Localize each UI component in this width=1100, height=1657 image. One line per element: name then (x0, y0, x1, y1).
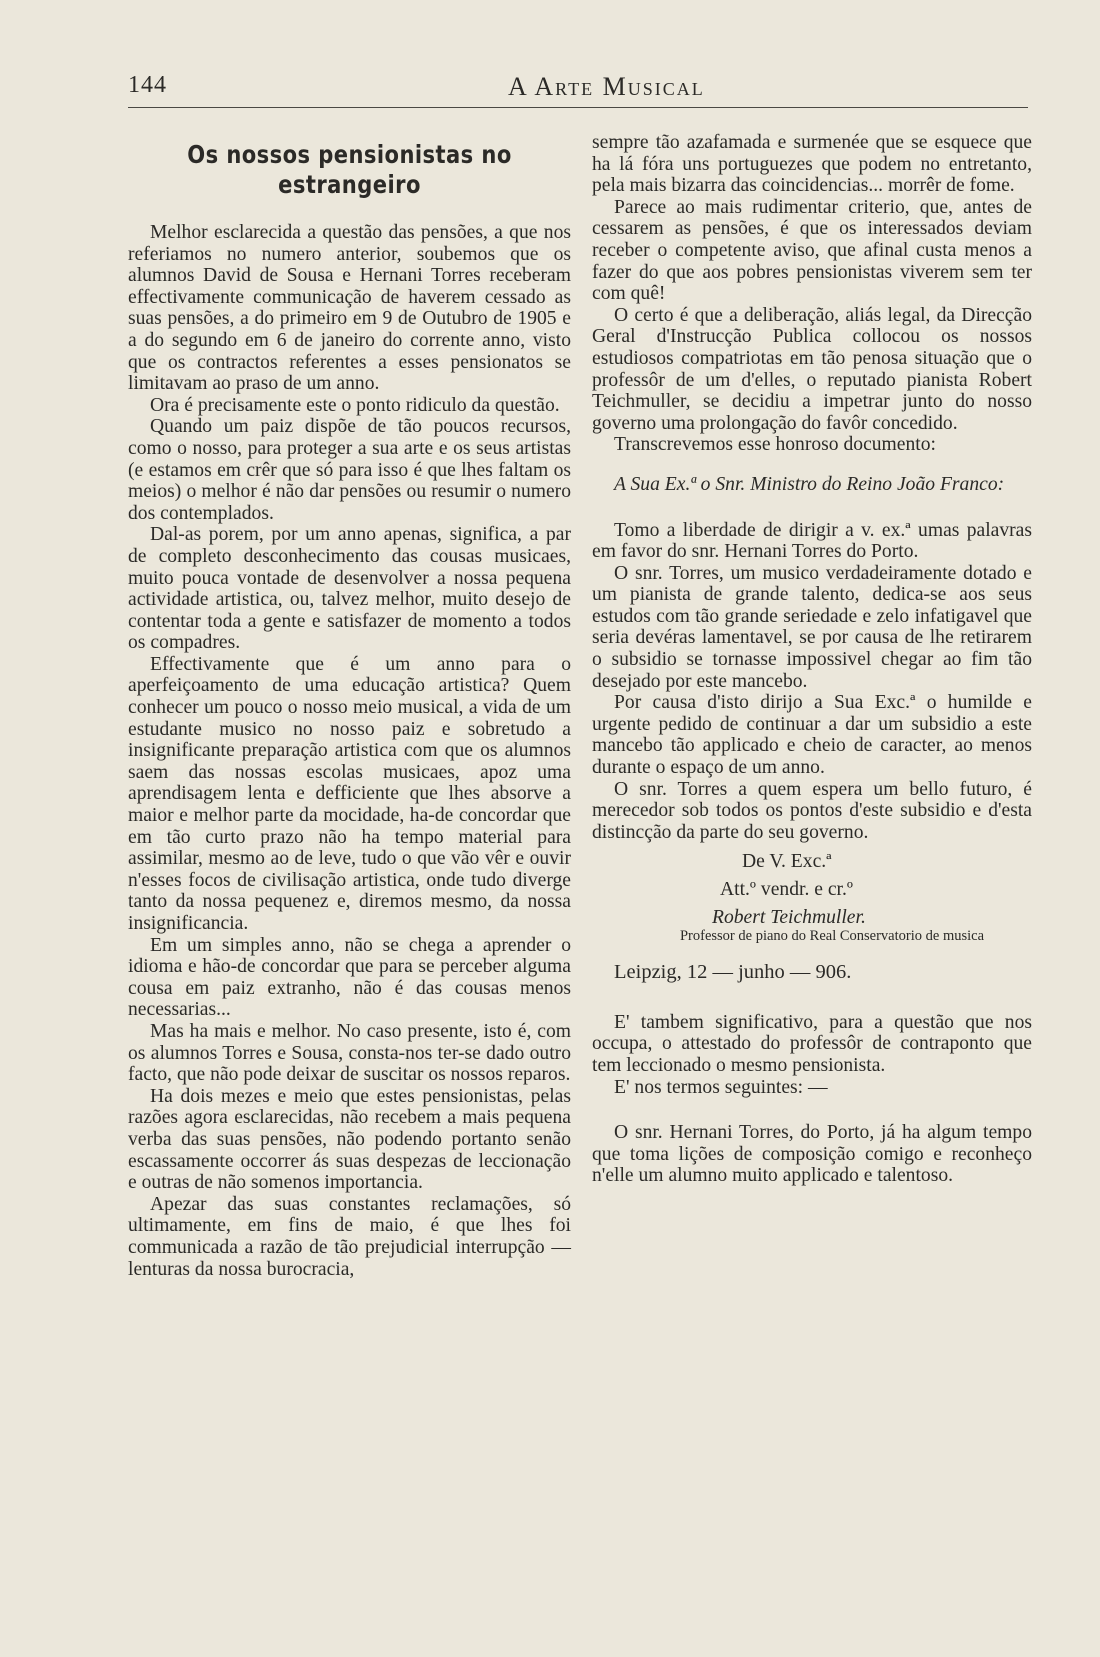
paragraph: Ora é precisamente este o ponto ridiculo da questão. (150, 394, 560, 416)
article-title: Os nossos pensionistas no estrangeiro (187, 140, 512, 199)
paragraph: Quando um paiz dispõe de tão poucos recursos, como o nosso, para proteger a sua arte e os seus artistas (e estamos em crêr que só para isso é que lhes faltam os meios) o melhor é não dar pensões ou resumir o numero dos contemplados. (128, 416, 571, 524)
letter-paragraph: O snr. Torres, um musico verdadeiramente dotado e um pianista de grande talento, dedica-se aos seus estudos com tão grande seriedade e zelo infatigavel que seria devéras lamentavel, se por causa de lhe retirarem o subsidio se tornasse impossivel chegar ao fim tão desejado por este mancebo. (592, 562, 1032, 692)
letter-paragraph: Tomo a liberdade de dirigir a v. ex.ª umas palavras em favor do snr. Hernani Torres do Porto. (592, 519, 1032, 563)
letter-signature: Robert Teichmuller. (712, 906, 866, 928)
page-number: 144 (128, 72, 167, 98)
running-title: A Arte Musical (508, 72, 705, 101)
letter-paragraph: O snr. Torres a quem espera um bello futuro, é merecedor sob todos os pontos d'este subsidio e d'esta distincção da parte do seu governo. (592, 778, 1032, 843)
paragraph: Dal-as porem, por um anno apenas, significa, a par de completo desconhecimento das cousas musicaes, muito pouca vontade de desenvolver a nossa pequena actividade artistica, ou, talvez melhor, muito desejo de contentar toda a gente e satisfazer de momento a todos os compadres. (128, 524, 571, 654)
paragraph: Apezar das suas constantes reclamações, só ultimamente, em fins de maio, é que lhes foi communicada a razão de tão prejudicial interrupção — lenturas da nossa burocracia, (128, 1193, 571, 1280)
paragraph: Parece ao mais rudimentar criterio, que, antes de cessarem as pensões, é que os interessados deviam receber o competente aviso, que afinal custa menos a fazer do que aos pobres pensionistas viverem sem ter com quê! (592, 196, 1032, 305)
paragraph: sempre tão azafamada e surmenée que se esquece que ha lá fóra uns portuguezes que podem no entretanto, pela mais bizarra das coincidencias... morrêr de fome. (592, 132, 1032, 197)
attestation-text: O snr. Hernani Torres, do Porto, já ha algum tempo que toma lições de composição comigo e reconheço n'elle um alumno muito applicado e talentoso. (592, 1122, 1032, 1187)
paragraph: Mas ha mais e melhor. No caso presente, isto é, com os alumnos Torres e Sousa, consta-nos ter-se dado outro facto, que não pode deixar de suscitar os nossos reparos. (128, 1020, 571, 1086)
paragraph: Em um simples anno, não se chega a aprender o idioma e hão-de concordar que para se perceber alguma cousa em paiz extranho, não é das cousas menos necessarias... (128, 934, 571, 1021)
letter-salutation: De V. Exc.ª (742, 851, 832, 873)
paragraph: O certo é que a deliberação, aliás legal, da Direcção Geral d'Instrucção Publica collocou os nossos estudiosos compatriotas em tão penosa situação que o professôr de um d'elles, o reputado pianista Robert Teichmuller, se decidiu a impetrar junto do nosso governo uma prolongação do favôr concedido. (592, 304, 1032, 434)
signer-title: Professor de piano do Real Conservatorio de musica (679, 928, 985, 945)
letter-date: Leipzig, 12 — junho — 906. (614, 961, 852, 984)
left-column (128, 132, 571, 1280)
paragraph: Melhor esclarecida a questão das pensões, a que nos referiamos no numero anterior, soubemos que os alumnos David de Sousa e Hernani Torres receberam effectivamente communicação de haverem cessado as suas pensões, a do primeiro em 9 de Outubro de 1905 e a do segundo em 6 de janeiro do corrente anno, visto que os contractos referentes a esses pensionatos se limitavam ao praso de um anno. (128, 222, 571, 395)
right-column (592, 132, 1032, 1187)
header-rule (128, 107, 1028, 108)
paragraph: Ha dois mezes e meio que estes pensionistas, pelas razões agora esclarecidas, não recebem a mais pequena verba das suas pensões, não podendo portanto senão escassamente occorrer ás suas despezas de leccionação e outras de não somenos importancia. (128, 1085, 571, 1194)
paragraph: E' nos termos seguintes: — (614, 1076, 828, 1098)
letter-addressee: A Sua Ex.ª o Snr. Ministro do Reino João Franco: (614, 473, 1005, 495)
paragraph: Transcrevemos esse honroso documento: (614, 434, 936, 456)
letter-paragraph: Por causa d'isto dirijo a Sua Exc.ª o humilde e urgente pedido de continuar a dar um subsidio a este mancebo tão applicado e cheio de caracter, ao menos durante o espaço de um anno. (592, 692, 1032, 779)
letter-closing: Att.º vendr. e cr.º (720, 879, 853, 900)
page-header (128, 70, 1028, 110)
paragraph: Effectivamente que é um anno para o aperfeiçoamento de uma educação artistica? Quem conhecer um pouco o nosso meio musical, a vida de um estudante musico no nosso paiz e sobretudo a insignificante preparação artistica com que os alumnos saem das nossas escolas musicaes, apoz uma aprendisagem lenta e defficiente que lhes absorve a maior e melhor parte da mocidade, ha-de concordar que em tão curto prazo não ha tempo material para assimilar, mesmo ao de leve, tudo o que vão vêr e ouvir n'esses focos de civilisação artistica, onde tudo diverge tanto da nossa pequenez e, diremos mesmo, da nossa insignificancia. (128, 653, 571, 934)
paragraph: E' tambem significativo, para a questão que nos occupa, o attestado do professôr de contraponto que tem leccionado o mesmo pensionista. (592, 1011, 1032, 1076)
